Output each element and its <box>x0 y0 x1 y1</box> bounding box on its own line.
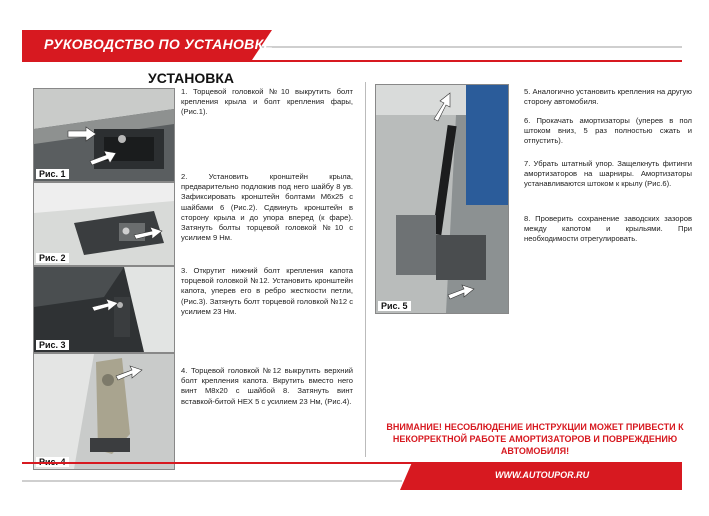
figure-2-photo <box>33 182 175 266</box>
figure-3-photo <box>33 266 175 353</box>
footer-red-line <box>22 462 682 464</box>
column-divider <box>365 82 366 457</box>
warning-notice: ВНИМАНИЕ! НЕСОБЛЮДЕНИЕ ИНСТРУКЦИИ МОЖЕТ ПРИВЕСТИ К НЕКОРРЕКТНОЙ РАБОТЕ АМОРТИЗАТОРОВ И ПОВРЕЖДЕНИЮ АВТОМОБИЛЯ! <box>386 422 684 456</box>
figure-3-caption: Рис. 3 <box>36 340 69 350</box>
figure-5-photo <box>375 84 509 314</box>
section-title: УСТАНОВКА <box>148 70 235 86</box>
step-4: 4. Торцевой головкой №12 выкрутить верхний болт крепления капота. Вкрутить вместо него винт М8х20 с шайбой 8. Затянуть винт вставкой-битой HEX 5 с усилием 23 Нм, (Рис.4). <box>181 366 353 406</box>
footer-url: WWW.AUTOUPOR.RU <box>495 470 590 480</box>
figure-2-caption: Рис. 2 <box>36 253 69 263</box>
step-2: 2. Установить кронштейн крыла, предварительно подложив под него шайбу 8 ув. Зафиксировать кронштейн болтами М6х25 с шайбами 6 (Рис.2). Сдвинуть кронштейн в сторону крыла и до упора вперед (к фаре). Затянуть болты торцевой головкой №10 с усилием 9 Нм. <box>181 172 353 243</box>
footer-grey-line <box>22 480 402 482</box>
page-title: РУКОВОДСТВО ПО УСТАНОВКЕ <box>44 36 274 52</box>
step-1: 1. Торцевой головкой №10 выкрутить болт крепления крыла и болт крепления фары, (Рис.1). <box>181 87 353 117</box>
figure-1-caption: Рис. 1 <box>36 169 69 179</box>
step-8: 8. Проверить сохранение заводских зазоров между капотом и крыльями. При необходимости отрегулировать. <box>524 214 692 244</box>
step-7: 7. Убрать штатный упор. Защелкнуть фитинги амортизаторов на шарниры. Амортизаторы устанавливаются штоком к крылу (Рис.6). <box>524 159 692 189</box>
figure-4-photo <box>33 353 175 470</box>
header-red-line <box>22 60 682 62</box>
figure-5-caption: Рис. 5 <box>378 301 411 311</box>
step-3: 3. Открутит нижний болт крепления капота торцевой головкой №12. Установить кронштейн капота, уперев его в ребро жесткости петли, (Рис.3). Затянуть болт торцевой головкой №12 с усилием 23 Нм. <box>181 266 353 316</box>
header-grey-line <box>232 46 682 48</box>
figure-1-photo <box>33 88 175 182</box>
step-6: 6. Прокачать амортизаторы (уперев в пол штоком вниз, 5 раз полностью сжать и отпустить). <box>524 116 692 146</box>
step-5: 5. Аналогично установить крепления на другую сторону автомобиля. <box>524 87 692 107</box>
